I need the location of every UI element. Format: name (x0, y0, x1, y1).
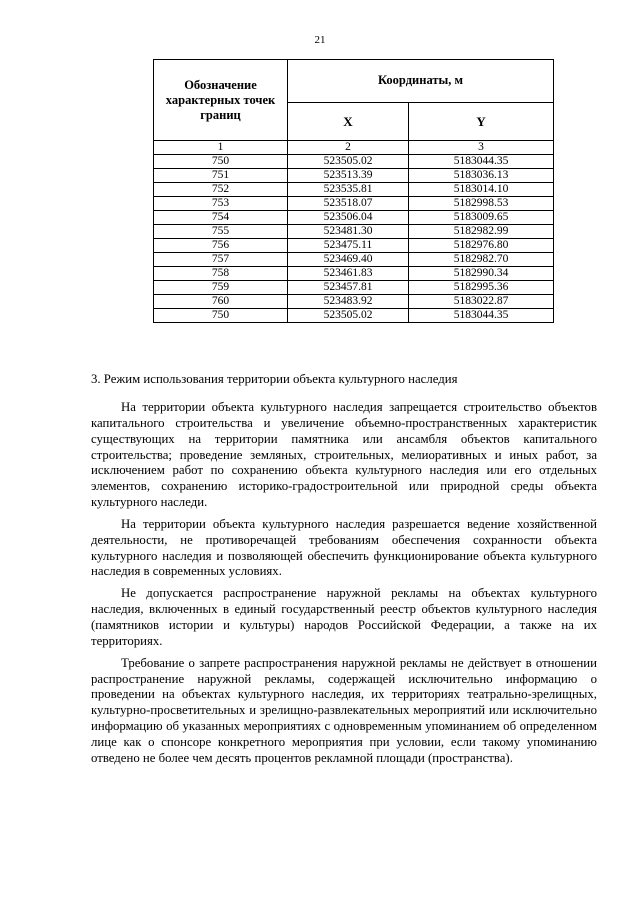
x-cell: 523505.02 (288, 309, 409, 323)
point-cell: 754 (154, 211, 288, 225)
x-cell: 523483.92 (288, 295, 409, 309)
y-cell: 5183044.35 (409, 309, 554, 323)
y-cell: 5182998.53 (409, 197, 554, 211)
header-y: Y (409, 102, 554, 140)
x-cell: 523518.07 (288, 197, 409, 211)
x-cell: 523461.83 (288, 267, 409, 281)
column-number-row (154, 141, 554, 155)
table-row (154, 169, 554, 183)
table-row (154, 253, 554, 267)
table-row (154, 309, 554, 323)
paragraph: Не допускается распространение наружной рекламы на объектах культурного наследия, включенных в единый государственный реестр объектов культурного наследия (памятников истории и культуры) народов Российской Федерации, а также на их территориях. (91, 586, 597, 648)
coordinates-table (153, 59, 554, 323)
point-cell: 753 (154, 197, 288, 211)
section-heading: 3. Режим использования территории объекта культурного наследия (91, 372, 458, 386)
point-cell: 750 (154, 155, 288, 169)
paragraph: Требование о запрете распространения наружной рекламы не действует в отношении распространение наружной рекламы, содержащей исключительно информацию о проведении на объектах культурного наследия, их территориях театрально-зрелищных, культурно-просветительных и зрелищно-развлекательных мероприятий или исключительно информацию об указанных мероприятиях с одновременным упоминанием об определенном лице как о спонсоре конкретного мероприятия при условии, если такому упоминанию отведено не более чем десять процентов рекламной площади (пространства). (91, 655, 597, 765)
y-cell: 5182990.34 (409, 267, 554, 281)
point-cell: 759 (154, 281, 288, 295)
table-row (154, 267, 554, 281)
point-cell: 755 (154, 225, 288, 239)
x-cell: 523505.02 (288, 155, 409, 169)
y-cell: 5182982.70 (409, 253, 554, 267)
point-cell: 750 (154, 309, 288, 323)
x-cell: 523513.39 (288, 169, 409, 183)
point-cell: 760 (154, 295, 288, 309)
x-cell: 523535.81 (288, 183, 409, 197)
x-cell: 523469.40 (288, 253, 409, 267)
table-row (154, 155, 554, 169)
header-coordinates: Координаты, м (288, 60, 554, 103)
table-row (154, 183, 554, 197)
point-cell: 758 (154, 267, 288, 281)
point-cell: 757 (154, 253, 288, 267)
point-cell: 752 (154, 183, 288, 197)
header-points: Обозначение характерных точек границ (154, 60, 288, 141)
table-row (154, 211, 554, 225)
point-cell: 751 (154, 169, 288, 183)
table-row (154, 281, 554, 295)
x-cell: 523457.81 (288, 281, 409, 295)
header-x: X (288, 102, 409, 140)
section-body (91, 400, 597, 767)
y-cell: 5183044.35 (409, 155, 554, 169)
column-number: 2 (288, 141, 409, 155)
paragraph: На территории объекта культурного наследия запрещается строительство объектов капитального строительства и увеличение объемно-пространственных характеристик существующих на территории памятника или ансамбля объектов капитального строительства; проведение земляных, строительных, мелиоративных и иных работ, за исключением работ по сохранению объекта культурного наследия или его отдельных элементов, сохранению историко-градостроительной или природной среды объекта культурного наследи. (91, 400, 597, 510)
point-cell: 756 (154, 239, 288, 253)
column-number: 3 (409, 141, 554, 155)
y-cell: 5182982.99 (409, 225, 554, 239)
y-cell: 5183036.13 (409, 169, 554, 183)
x-cell: 523475.11 (288, 239, 409, 253)
column-number: 1 (154, 141, 288, 155)
paragraph: На территории объекта культурного наследия разрешается ведение хозяйственной деятельности, не противоречащей требованиям обеспечения сохранности объекта культурного наследия и позволяющей обеспечить функционирование объекта культурного наследия в современных условиях. (91, 516, 597, 579)
y-cell: 5183022.87 (409, 295, 554, 309)
table-row (154, 239, 554, 253)
x-cell: 523506.04 (288, 211, 409, 225)
y-cell: 5183014.10 (409, 183, 554, 197)
y-cell: 5183009.65 (409, 211, 554, 225)
x-cell: 523481.30 (288, 225, 409, 239)
table-row (154, 197, 554, 211)
y-cell: 5182976.80 (409, 239, 554, 253)
y-cell: 5182995.36 (409, 281, 554, 295)
table-row (154, 225, 554, 239)
page-number: 21 (314, 34, 326, 46)
table-row (154, 295, 554, 309)
